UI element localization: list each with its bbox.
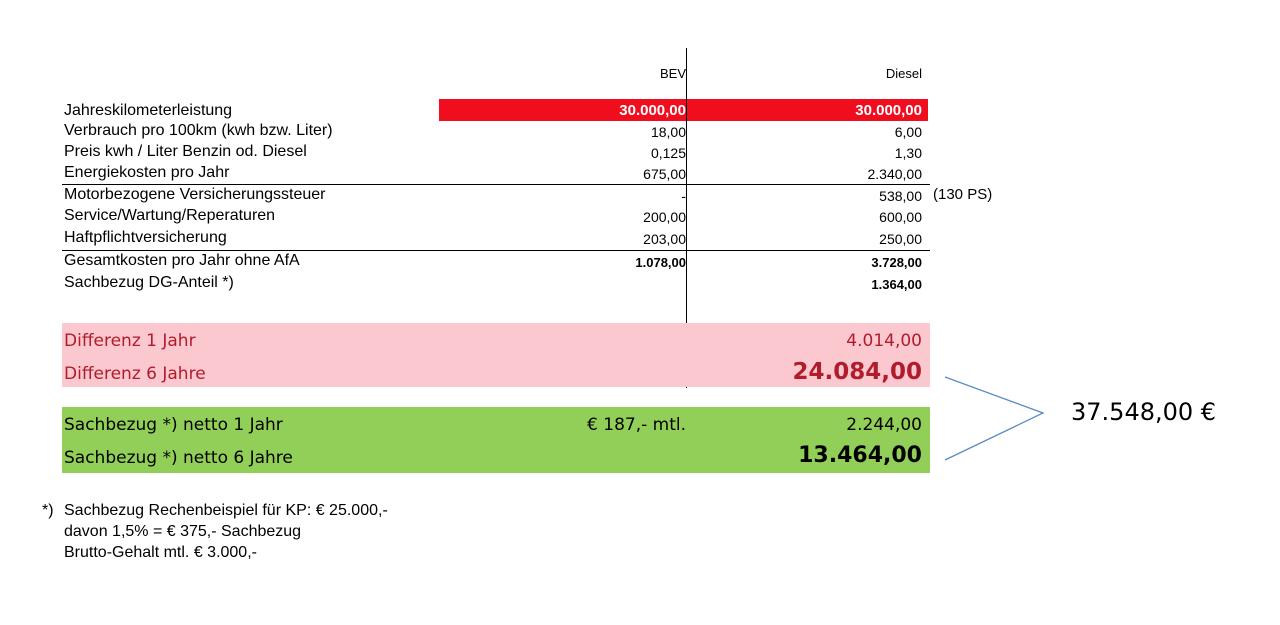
benefit-1-value: 2.244,00 <box>846 415 922 435</box>
row-diesel-value: 30.000,00 <box>855 102 922 119</box>
difference-6-value: 24.084,00 <box>792 359 922 385</box>
difference-6-label: Differenz 6 Jahre <box>64 364 206 384</box>
row-bev-value: 18,00 <box>650 124 686 140</box>
footnote-line-3: Brutto-Gehalt mtl. € 3.000,- <box>64 544 257 561</box>
row-note: (130 PS) <box>933 186 993 203</box>
row-bev-value: 1.078,00 <box>635 255 686 270</box>
header-diesel: Diesel <box>885 66 922 81</box>
row-diesel-value: 600,00 <box>879 209 922 225</box>
row-bev-value: 30.000,00 <box>619 102 686 119</box>
row-separator <box>62 250 930 251</box>
total-value: 37.548,00 € <box>1071 398 1217 426</box>
row-bev-value: 0,125 <box>650 145 686 161</box>
row-bev-value: 200,00 <box>643 209 686 225</box>
row-label: Gesamtkosten pro Jahr ohne AfA <box>64 252 300 269</box>
row-diesel-value: 2.340,00 <box>867 166 922 182</box>
footnote-line-2: davon 1,5% = € 375,- Sachbezug <box>64 523 302 540</box>
footnote-marker: *) <box>42 502 54 519</box>
row-diesel-value: 1,30 <box>894 145 922 161</box>
row-separator <box>62 184 930 185</box>
row-diesel-value: 1.364,00 <box>871 277 922 292</box>
row-label: Verbrauch pro 100km (kwh bzw. Liter) <box>64 122 333 139</box>
row-label: Sachbezug DG-Anteil *) <box>64 274 234 291</box>
row-label: Haftpflichtversicherung <box>64 229 227 246</box>
benefit-1-label: Sachbezug *) netto 1 Jahr <box>64 415 283 435</box>
footnote-line-1: Sachbezug Rechenbeispiel für KP: € 25.000,- <box>64 502 388 519</box>
header-bev: BEV <box>659 66 686 81</box>
row-bev-value: 675,00 <box>643 166 686 182</box>
benefit-monthly: € 187,- mtl. <box>587 415 686 435</box>
row-label: Preis kwh / Liter Benzin od. Diesel <box>64 143 307 160</box>
difference-1-value: 4.014,00 <box>846 331 922 351</box>
bracket-arrow <box>940 370 1060 465</box>
difference-1-label: Differenz 1 Jahr <box>64 331 196 351</box>
row-label: Service/Wartung/Reperaturen <box>64 207 276 224</box>
row-label: Energiekosten pro Jahr <box>64 164 230 181</box>
row-diesel-value: 6,00 <box>894 124 922 140</box>
row-diesel-value: 538,00 <box>879 188 922 204</box>
row-diesel-value: 3.728,00 <box>871 255 922 270</box>
row-diesel-value: 250,00 <box>879 231 922 247</box>
row-bev-value: 203,00 <box>643 231 686 247</box>
row-bev-value: - <box>681 188 686 204</box>
row-label: Motorbezogene Versicherungssteuer <box>64 186 326 203</box>
row-label: Jahreskilometerleistung <box>64 102 233 119</box>
benefit-6-value: 13.464,00 <box>798 443 922 468</box>
benefit-6-label: Sachbezug *) netto 6 Jahre <box>64 448 293 468</box>
